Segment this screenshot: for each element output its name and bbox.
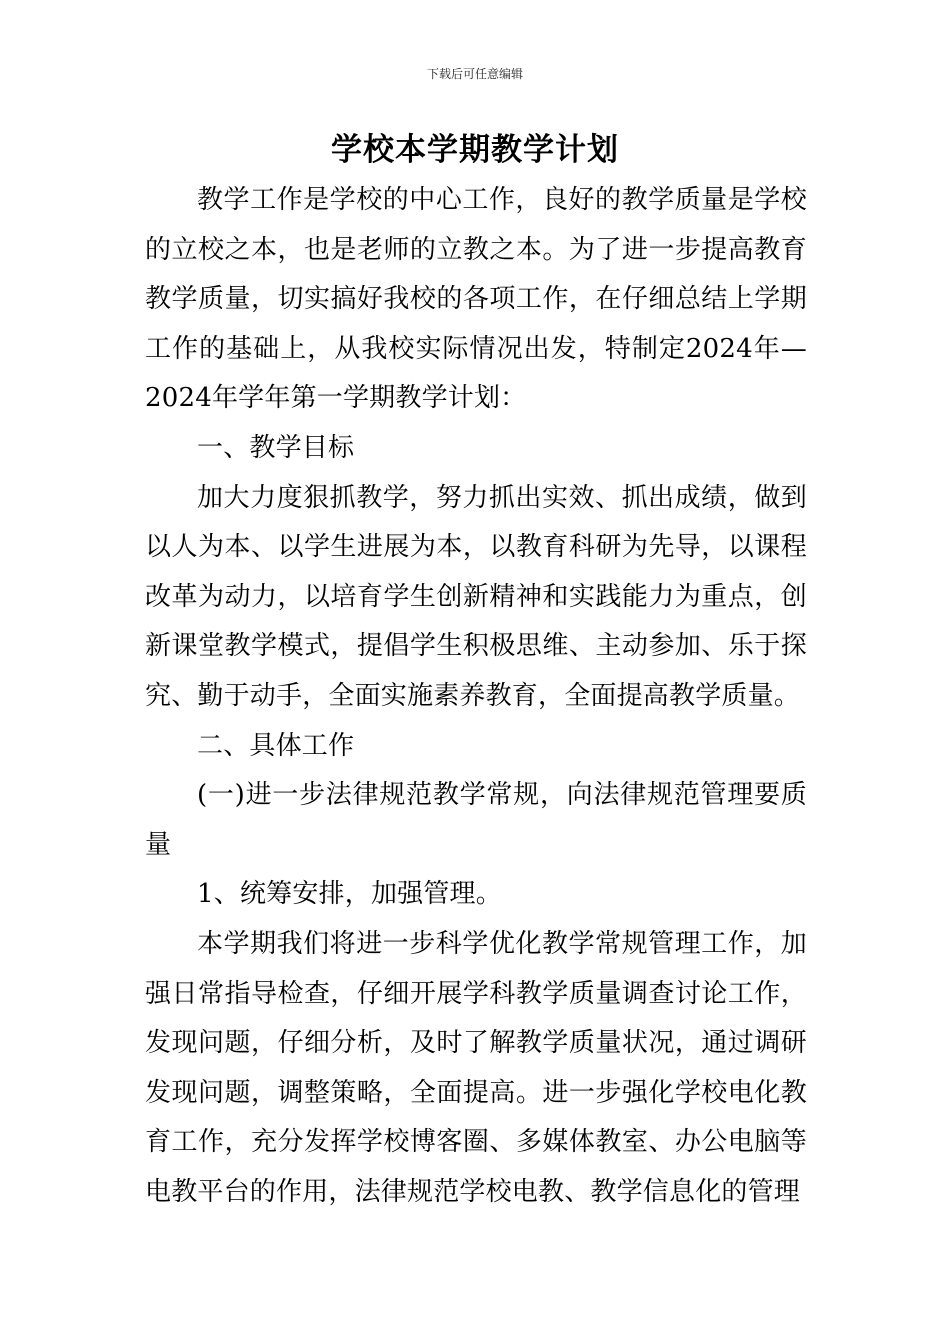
header-note: 下载后可任意编辑: [426, 67, 523, 81]
subheading-standardize: (一)进一步法律规范教学常规，向法律规范管理要质量: [145, 780, 807, 860]
document-title: 学校本学期教学计划: [331, 132, 619, 168]
heading-specific-work: 二、具体工作: [197, 730, 355, 761]
paragraph-goals: 加大力度狠抓教学，努力抓出实效、抓出成绩，做到以人为本、以学生进展为本，以教育科研为先导，以课程改革为动力，以培育学生创新精神和实践能力为重点，创新课堂教学模式，提倡学生积极思维、主动参加、乐于探究、勤于动手，全面实施素养教育，全面提高教学质量。: [145, 482, 807, 711]
paragraph-semester-plan: 本学期我们将进一步科学优化教学常规管理工作，加强日常指导检查，仔细开展学科教学质量调查讨论工作，发现问题，仔细分析，及时了解教学质量状况，通过调研发现问题，调整策略，全面提高。进一步强化学校电化教育工作，充分发挥学校博客圈、多媒体教室、办公电脑等电教平台的作用，法律规范学校电教、教学信息化的管理: [145, 928, 807, 1207]
paragraph-intro: 教学工作是学校的中心工作，良好的教学质量是学校的立校之本，也是老师的立教之本。为了进一步提高教育教学质量，切实搞好我校的各项工作，在仔细总结上学期工作的基础上，从我校实际情况出发，特制定2024年—2024年学年第一学期教学计划：: [145, 185, 807, 414]
document-body: [145, 176, 807, 1217]
heading-teaching-goals: 一、教学目标: [197, 432, 355, 463]
item-coordinate: 1、统筹安排，加强管理。: [197, 879, 502, 910]
